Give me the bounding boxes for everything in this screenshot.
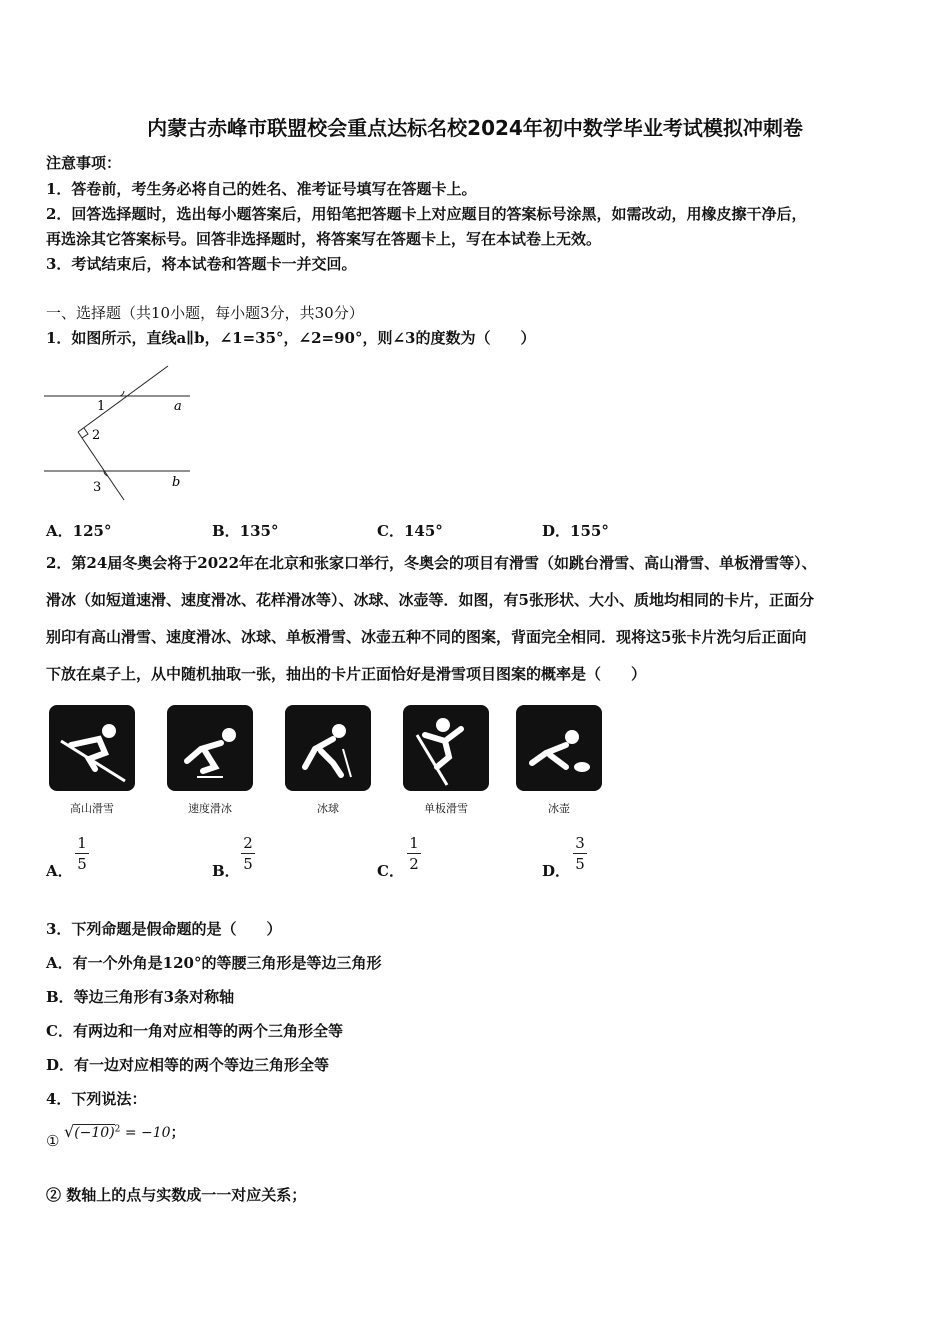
curling-icon — [516, 705, 602, 791]
question-1-stem: 1．如图所示，直线a∥b，∠1=35°，∠2=90°，则∠3的度数为（ ） — [46, 329, 536, 347]
card-caption: 冰壶 — [548, 802, 570, 815]
transversal-upper — [78, 366, 168, 432]
card-speed-skating — [167, 705, 253, 791]
card-curling — [516, 705, 602, 791]
q2-option-b-letter[interactable]: B． — [212, 862, 240, 880]
q2-option-c-letter[interactable]: C． — [377, 862, 404, 880]
numerator: 3 — [575, 834, 585, 852]
numerator: 1 — [77, 834, 87, 852]
q3-option-c[interactable]: C．有两边和一角对应相等的两个三角形全等 — [46, 1022, 343, 1040]
numerator: 1 — [409, 834, 419, 852]
q1-option-a[interactable]: A．125° — [46, 522, 112, 540]
q4-item-1-marker: ① — [46, 1132, 60, 1150]
card-caption: 高山滑雪 — [70, 802, 114, 815]
q2-line: 2．第24届冬奥会将于2022年在北京和张家口举行，冬奥会的项目有滑雪（如跳台滑雪、高山滑雪、单板滑雪等）、 — [46, 554, 817, 572]
q3-option-a[interactable]: A．有一个外角是120°的等腰三角形是等边三角形 — [46, 954, 382, 972]
notice-item: 再选涂其它答案标号。回答非选择题时，将答案写在答题卡上，写在本试卷上无效。 — [46, 230, 602, 248]
notice-item: 2．回答选择题时，选出每小题答案后，用铅笔把答题卡上对应题目的答案标号涂黑，如需改动，用橡皮擦干净后， — [46, 205, 807, 223]
alpine-skiing-icon — [49, 705, 135, 791]
q2-option-d-letter[interactable]: D． — [542, 862, 571, 880]
section-heading: 一、选择题（共10小题，每小题3分，共30分） — [46, 304, 364, 322]
angle-1-arc — [120, 391, 124, 396]
rhs: = −10 — [124, 1125, 171, 1141]
q1-option-c[interactable]: C．145° — [377, 522, 443, 540]
q4-item-1-formula: $√(-10)^2 = -10$； — [64, 1122, 185, 1141]
card-caption: 单板滑雪 — [424, 802, 468, 815]
q2-line: 别印有高山滑雪、速度滑冰、冰球、单板滑雪、冰壶五种不同的图案，背面完全相同．现将这5张卡片洗匀后正面向 — [46, 628, 807, 646]
q3-option-d[interactable]: D．有一边对应相等的两个等边三角形全等 — [46, 1056, 330, 1074]
exponent: 2 — [114, 1124, 121, 1135]
label-2: 2 — [92, 428, 101, 443]
speed-skating-icon — [167, 705, 253, 791]
question-4-stem: 4．下列说法： — [46, 1090, 147, 1108]
ice-hockey-icon — [285, 705, 371, 791]
q2-line: 滑冰（如短道速滑、速度滑冰、花样滑冰等）、冰球、冰壶等．如图，有5张形状、大小、质地均相同的卡片，正面分 — [46, 591, 814, 609]
card-snowboard — [403, 705, 489, 791]
denominator: 5 — [243, 855, 253, 873]
card-alpine-skiing — [49, 705, 135, 791]
card-ice-hockey — [285, 705, 371, 791]
denominator: 5 — [77, 855, 87, 873]
q2-option-c-fraction — [407, 834, 421, 873]
card-caption: 速度滑冰 — [188, 802, 232, 815]
q3-option-b[interactable]: B．等边三角形有3条对称轴 — [46, 988, 235, 1006]
q2-option-d-fraction — [573, 834, 587, 873]
label-3: 3 — [93, 480, 102, 495]
q2-option-a-letter[interactable]: A． — [46, 862, 73, 880]
notice-heading: 注意事项： — [46, 154, 122, 172]
page-title: 内蒙古赤峰市联盟校会重点达标名校2024年初中数学毕业考试模拟冲刺卷 — [147, 116, 803, 140]
q1-option-b[interactable]: B．135° — [212, 522, 279, 540]
snowboard-icon — [403, 705, 489, 791]
notice-item: 1．答卷前，考生务必将自己的姓名、准考证号填写在答题卡上。 — [46, 180, 477, 198]
item-end: ； — [170, 1125, 185, 1141]
label-1: 1 — [97, 399, 106, 414]
numerator: 2 — [243, 834, 253, 852]
label-b: b — [172, 475, 181, 490]
radicand: (−10) — [74, 1125, 115, 1141]
notice-item: 3．考试结束后，将本试卷和答题卡一并交回。 — [46, 255, 357, 273]
right-angle-mark — [82, 428, 88, 438]
q1-option-d[interactable]: D．155° — [542, 522, 609, 540]
denominator: 5 — [575, 855, 585, 873]
parallel-lines-figure — [40, 360, 200, 505]
q2-option-a-fraction — [75, 834, 89, 873]
q2-option-b-fraction — [241, 834, 255, 873]
denominator: 2 — [409, 855, 419, 873]
card-caption: 冰球 — [317, 802, 339, 815]
q2-line: 下放在桌子上，从中随机抽取一张，抽出的卡片正面恰好是滑雪项目图案的概率是（ ） — [46, 665, 647, 683]
q4-item-2: ② 数轴上的点与实数成一一对应关系； — [46, 1186, 307, 1204]
label-a: a — [174, 399, 182, 414]
question-3-stem: 3．下列命题是假命题的是（ ） — [46, 920, 282, 938]
